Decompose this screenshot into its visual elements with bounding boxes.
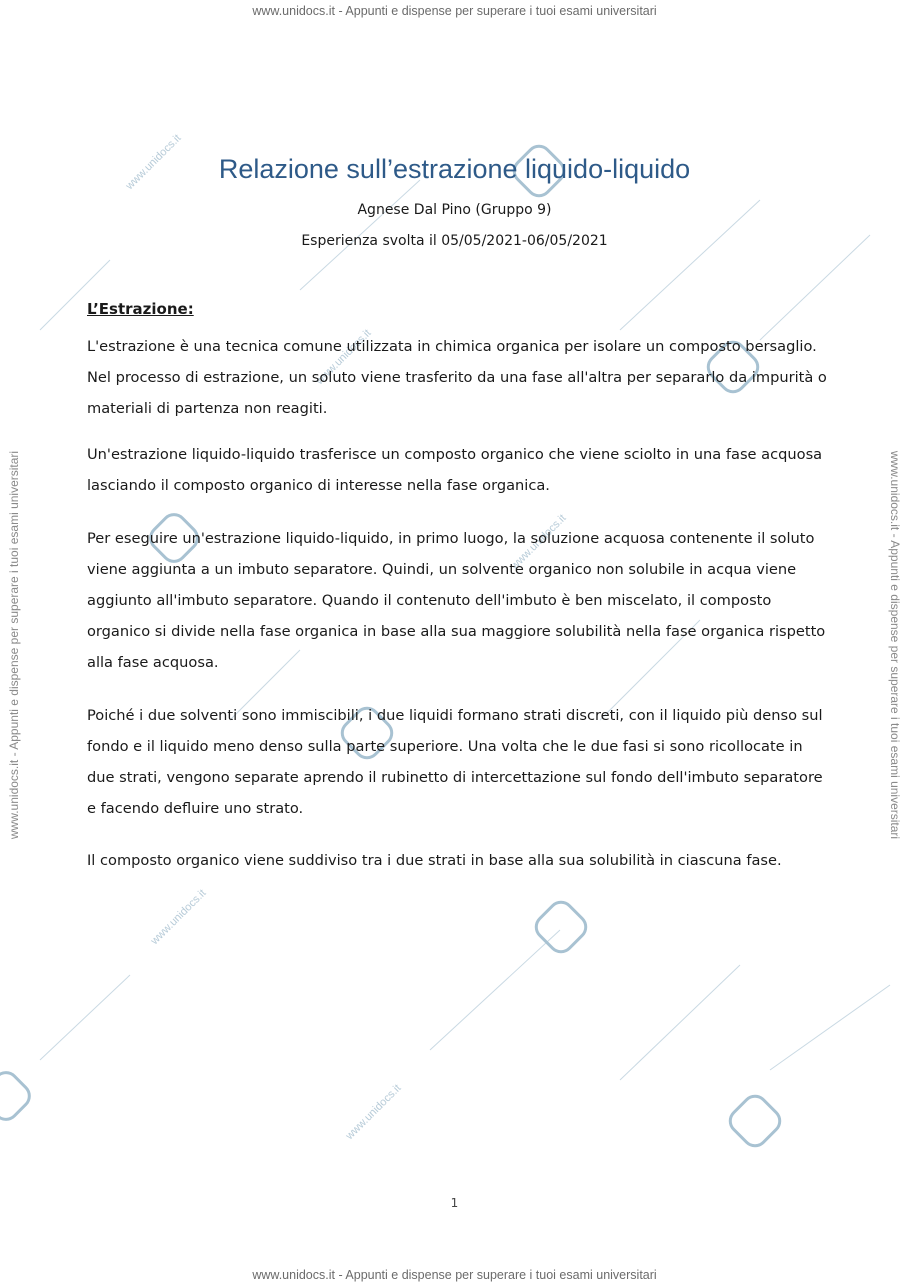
watermark-right: www.unidocs.it - Appunti e dispense per superare i tuoi esami universitari: [888, 450, 902, 840]
paragraph-1: L'estrazione è una tecnica comune utilizzata in chimica organica per isolare un composto bersaglio. Nel processo di estrazione, un soluto viene trasferito da una fase all'altra per separarlo da impurità o materiali di partenza non reagiti.: [87, 338, 827, 417]
paragraph-5: Il composto organico viene suddiviso tra i due strati in base alla sua solubilità in ciascuna fase.: [87, 852, 782, 869]
paragraph-4: Poiché i due solventi sono immiscibili, i due liquidi formano strati discreti, con il liquido più denso sul fondo e il liquido meno denso sulla parte superiore. Una volta che le due fasi si sono ricollocate in due strati, vengono separate aprendo il rubinetto di intercettazione sul fondo dell'imbuto separatore e facendo defluire uno strato.: [87, 707, 823, 817]
svg-text:www.unidocs.it: www.unidocs.it: [313, 327, 374, 388]
svg-text:www.unidocs.it: www.unidocs.it: [148, 887, 209, 948]
svg-text:www.unidocs.it: www.unidocs.it: [508, 512, 569, 573]
paragraph-2: Un'estrazione liquido-liquido trasferisce un composto organico che viene sciolto in una fase acquosa lasciando il composto organico di interesse nella fase organica.: [87, 446, 823, 494]
date-line: Esperienza svolta il 05/05/2021-06/05/2021: [301, 233, 608, 249]
section-heading: L’Estrazione:: [87, 300, 194, 318]
watermark-top: www.unidocs.it - Appunti e dispense per superare i tuoi esami universitari: [252, 4, 657, 18]
watermark-left: www.unidocs.it - Appunti e dispense per superare i tuoi esami universitari: [7, 450, 21, 840]
document-title: Relazione sull’estrazione liquido-liquido: [218, 154, 691, 185]
watermark-bottom: www.unidocs.it - Appunti e dispense per superare i tuoi esami universitari: [252, 1268, 657, 1282]
svg-text:www.unidocs.it: www.unidocs.it: [343, 1082, 404, 1143]
paragraph-3: Per eseguire un'estrazione liquido-liquido, in primo luogo, la soluzione acquosa contenente il soluto viene aggiunta a un imbuto separatore. Quindi, un solvente organico non solubile in acqua viene aggiunto all'imbuto separatore. Quando il contenuto dell'imbuto è ben miscelato, il composto organico si divide nella fase organica in base alla sua maggiore solubilità nella fase organica rispetto alla fase acquosa.: [87, 530, 826, 671]
page-number: 1: [450, 1196, 459, 1210]
author-line: Agnese Dal Pino (Gruppo 9): [357, 202, 552, 218]
svg-text:www.unidocs.it: www.unidocs.it: [123, 132, 184, 193]
